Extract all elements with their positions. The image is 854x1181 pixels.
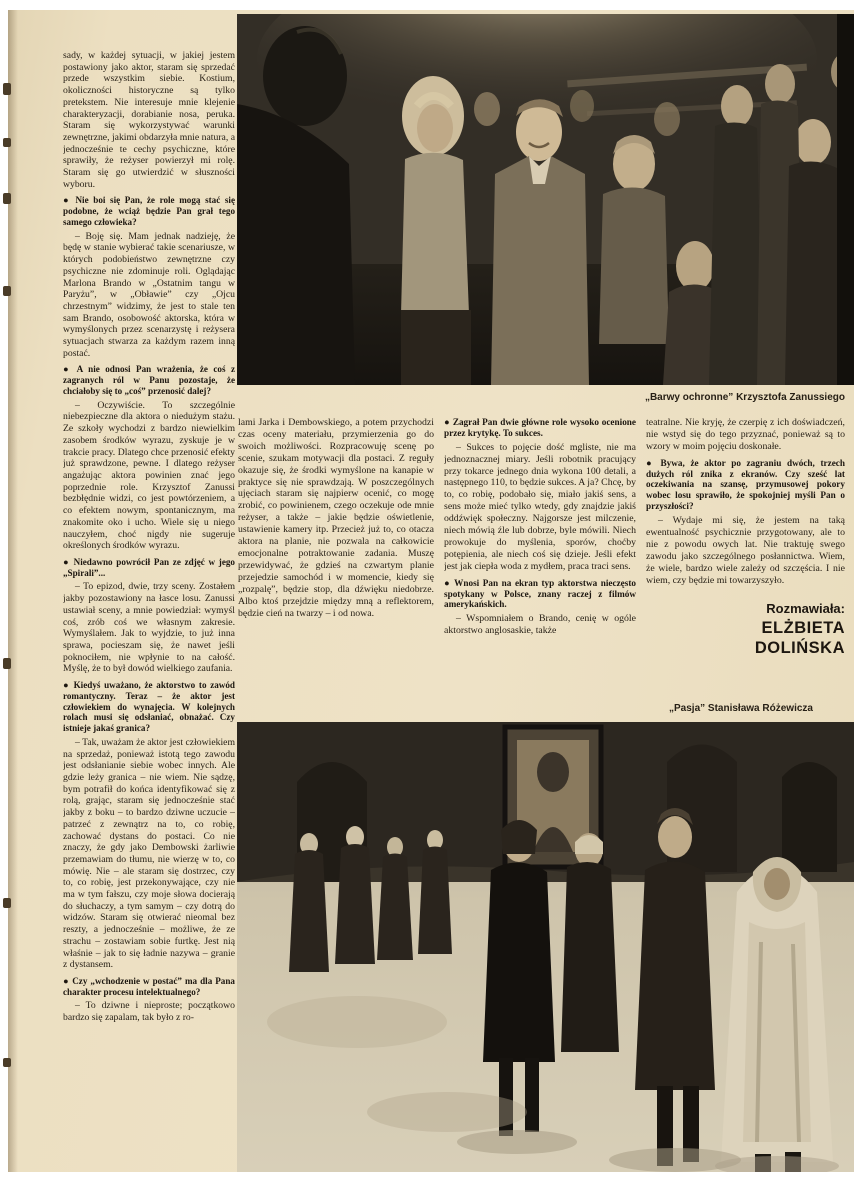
binding-mark — [3, 83, 11, 95]
binding-mark — [3, 898, 11, 908]
interview-question: ● Wnosi Pan na ekran typ aktorstwa nieczęsto spotykany w Polsce, znany raczej z filmów amerykańskich. — [444, 577, 636, 610]
binding-mark — [3, 138, 11, 147]
interview-question: ● Zagrał Pan dwie główne role wysoko ocenione przez krytykę. To sukces. — [444, 417, 636, 438]
interview-answer: – Wydaje mi się, że jestem na taką ewentualność psychicznie przygotowany, ale to nie z powodu owych lat. Nie traktuję swego zawodu jako szczególnego posłannictwa. Wiem, że wiele, bardzo wiele zależy od szczęścia. I nie wiem, czy będzie mi towarzyszyło. — [646, 515, 845, 586]
bottom-photo-caption: „Pasja” Stanisława Różewicza — [669, 703, 813, 714]
binding-mark — [3, 286, 11, 296]
text-column-2 — [238, 417, 434, 720]
text-column-3 — [444, 417, 636, 720]
interview-answer: – To epizod, dwie, trzy sceny. Zostałem jakby pozostawiony na łasce losu. Zanussi ustawiał sceny, a mnie powiedział: wymyśl coś, zrób coś we własnym zakresie. Wymyślałem. Jak to wyjdzie, to już inna sprawa, pocieszam się, że nawet jeśli poknociłem, nie wpłynie to na całość. Myślę, że to był dowód wielkiego zaufania. — [63, 581, 235, 675]
bottom-photo — [237, 722, 854, 1172]
interview-question: ● Kiedyś uważano, że aktorstwo to zawód romantyczny. Teraz – że aktor jest człowiekiem do wynajęcia. W kolejnych rolach musi się odsłaniać, obnażać. Czy istnieje jakaś granica? — [63, 680, 235, 734]
interview-question: ● Nie boi się Pan, że role mogą stać się podobne, że wciąż będzie Pan grał tego samego człowieka? — [63, 195, 235, 227]
paragraph: sady, w każdej sytuacji, w jakiej jestem postawiony jako aktor, staram się sprzedać przede wszystkim siebie. Kostium, okoliczności historyczne są tylko pretekstem. Nie interesuje mnie klejenie charakteryzacji, dorabianie nosa, peruka. Staram się wykorzystywać warunki zewnętrzne, jakimi obdarzyła mnie natura, a jednocześnie te cechy psychiczne, które sprawiły, że reżyser powierzył mi rolę. Staram się go utwierdzić w słuszności wyboru. — [63, 50, 235, 190]
text-column-1 — [63, 50, 235, 1110]
interviewer-signoff — [646, 600, 845, 659]
top-photo-illustration — [237, 14, 854, 385]
binding-mark — [3, 193, 11, 204]
interview-answer: – Boję się. Mam jednak nadzieję, że będę w stanie wybierać takie scenariusze, w których podobieństwo zewnętrzne czy psychiczne nie zdominuje roli. Oglądając Marlona Brando w „Ostatnim tangu w Paryżu”, w „Obławie” czy „Ojcu chrzestnym” widzimy, że jest to stale ten sam Brando, osobowość aktorska, która w wymyślonych przez scenarzystę i reżysera sytuacjach stwarza za każdym razem inną postać. — [63, 230, 235, 359]
interview-question: ● Niedawno powrócił Pan ze zdjęć w jego „Spirali”... — [63, 556, 235, 578]
text-column-4 — [646, 417, 845, 720]
top-photo-caption: „Barwy ochronne” Krzysztofa Zanussiego — [644, 392, 845, 403]
interview-question: ● Czy „wchodzenie w postać” ma dla Pana charakter procesu intelektualnego? — [63, 975, 235, 997]
interview-answer: – Oczywiście. To szczególnie niebezpieczne dla aktora o niedużym stażu. Ze szkoły wychodzi z bardzo niewielkim zasobem środków wyrazu, zyskuje je w trakcie pracy. Dlatego chce przenosić efekty już sprawdzone, pewne. I dlatego reżyser angażując aktora powinien znać jego poprzednie role. Krzysztof Zanussi bezbłędnie widzi, co jest powtórzeniem, a co efektem nowym, spontanicznym, ma znakomite oko i ucho. Wiele się u niego nauczyłem, choć nigdy nie sugeruje określonych środków wyrazu. — [63, 399, 235, 552]
page-fold-shadow — [8, 10, 18, 1172]
interviewer-name-line1: ELŻBIETA — [761, 619, 845, 638]
interview-answer: – Wspomniałem o Brando, cenię w ogóle aktorstwo anglosaskie, także — [444, 613, 636, 637]
interview-answer: – Tak, uważam że aktor jest człowiekiem na sprzedaż, ponieważ istotą tego zawodu jest odsłanianie siebie wobec innych. Ale gdzie leży granica – nie wiem. Nie sądzę, bym potrafił do końca identyfikować się z rolą, grając, staram się jednocześnie stać jakby z boku – to bardzo dziwne uczucie – patrzeć z zewnątrz na to, co robię, zachować dystans do postaci. Co nie znaczy, że gdy jako Dembowski żarliwie przemawiam do tłumu, nie wierzę w to, co mówię. Nie – ale staram się dostrzec, czy to, co robię, jest przekonywające, czy nie ma w tym fałszu, czy moje słowa docierają do słuchaczy, a tym samym – czy dotrą do widzów. Staram się otwierać nieomal bez reszty, a jednocześnie – możliwe, że ze strachu – zostawiam sobie furtkę. Jest nią właśnie – jak to się ładnie nazywa – granie z dystansem. — [63, 736, 235, 971]
paragraph: lami Jarka i Dembowskiego, a potem przychodzi czas oceny materiału, przymierzenia go do swoich możliwości. Rozpracowuję scenę po scenie, szukam motywacji dla postaci. Z reguły okazuje się, że środki wymyślone na kanapie w praktyce się nie sprawdzają. W poszczególnych ujęciach staram się najpierw ocenić, co mogę zrobić, co powinienem, czego oczekuje ode mnie reżyser, a także – jakie będzie oświetlenie, ustawienie kamery itp. Przecież już to, co otacza aktora na planie, nie pozwala na całkowicie emocjonalne potraktowanie zadania. Muszę przewidywać, że gdzieś na czwartym planie przejedzie samochód i w momencie, kiedy się „rozpalę”, będzie stop, dla dźwięku niedobrze. Albo ktoś przejdzie między mną a reflektorem, będzie cień na twarzy – i od nowa. — [238, 417, 434, 619]
interviewer-name-line2: DOLIŃSKA — [754, 639, 845, 658]
interview-answer: – To dziwne i nieproste; początkowo bardzo się zapalam, tak było z ro- — [63, 1000, 235, 1024]
interview-question: ● Bywa, że aktor po zagraniu dwóch, trzech dużych ról znika z ekranów. Czy sześć lat oczekiwania na szansę, przymusowej pokory wobec losu sprawiło, że spokojniej myśli Pan o przyszłości? — [646, 457, 845, 512]
signoff-label: Rozmawiała: — [766, 600, 845, 616]
binding-mark — [3, 658, 11, 669]
binding-mark — [3, 1058, 11, 1067]
interview-question: ● A nie odnosi Pan wrażenia, że coś z zagranych ról w Panu pozostaje, że chciałoby się to „coś” przenosić dalej? — [63, 364, 235, 396]
top-photo — [237, 14, 854, 385]
interview-answer: – Sukces to pojęcie dość mgliste, nie ma jednoznacznej miary. Jeśli robotnik pracujący przy tokarce jednego dnia wykona 100 detali, a następnego 110, to będzie sukces. A ja? Chcę, by to, co robię, podobało się, miało jakiś sens, a sens może mieć tylko wtedy, gdy znajdzie jakiś oddźwięk społeczny. Najgorsze jest milczenie, niech mówią źle lub dobrze, byle mówili. Niech prowokuje do myślenia, sporów, choćby potępienia, ale niech coś się dzieje. Jeśli efekt jest jak ciepła woda z mydłem, praca traci sens. — [444, 441, 636, 572]
paragraph: teatralne. Nie kryję, że czerpię z ich doświadczeń, nie wstyd się do tego przyznać, ponieważ są to wzory w moim pojęciu doskonałe. — [646, 417, 845, 452]
bottom-photo-illustration — [237, 722, 854, 1172]
